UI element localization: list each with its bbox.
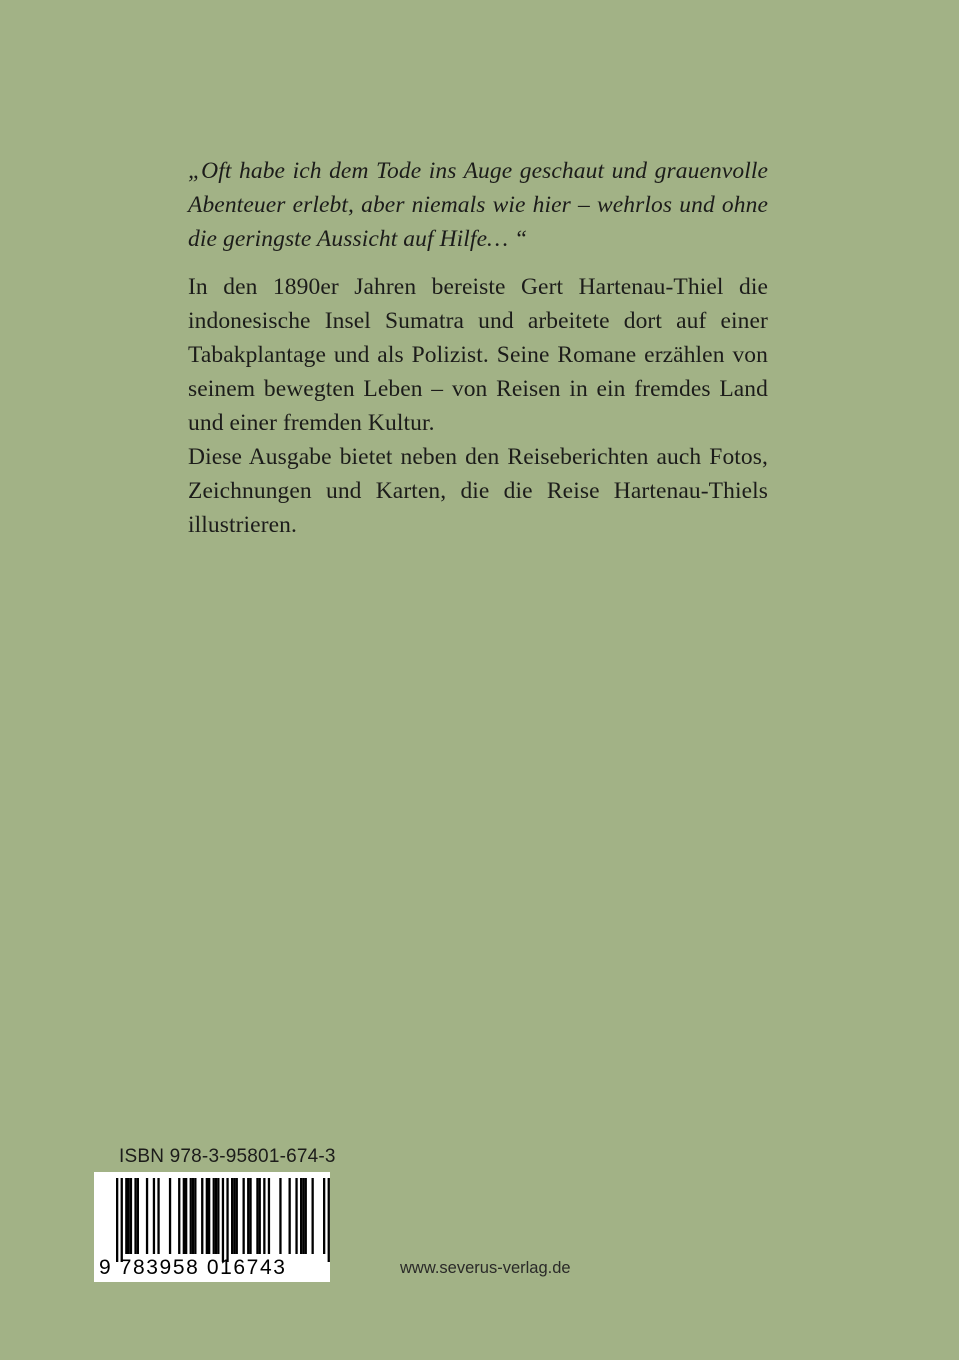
barcode-bar [137,1178,139,1254]
barcode-bar [194,1178,196,1254]
back-cover-text [188,154,768,542]
barcode-bar [116,1178,118,1262]
barcode-bar [125,1178,127,1254]
barcode-bar [208,1178,210,1254]
barcode-bar [146,1178,148,1254]
barcode-bar [222,1178,224,1262]
barcode-bar [263,1178,265,1254]
description-paragraph: In den 1890er Jahren bereiste Gert Hartenau-Thiel die indonesische Insel Sumatra und arbeitete dort auf einer Tabakplantage und als Polizist. Seine Romane erzählen von seinem bewegten Leben – von Reisen in ein fremdes Land und einer fremden Kultur. [188,274,768,436]
barcode-bar [323,1178,325,1254]
barcode-bar [279,1178,281,1254]
barcode-bar [305,1178,307,1254]
barcode-bar [243,1178,245,1254]
isbn-label: ISBN 978-3-95801-674-3 [119,1146,336,1167]
barcode-bar [134,1178,136,1254]
barcode-bar [183,1178,185,1254]
publisher-website: www.severus-verlag.de [400,1259,571,1277]
barcode-bar [190,1178,192,1254]
barcode-bar [215,1178,217,1254]
barcode-bar [153,1178,155,1254]
barcode-bar [249,1178,251,1254]
barcode-bar [206,1178,208,1254]
barcode-bar [268,1178,270,1254]
barcode-bar [295,1178,297,1254]
barcode-digits: 9 783958 016743 [99,1256,287,1279]
quote: „Oft habe ich dem Tode ins Auge geschaut und grauenvolle Abenteuer erlebt, aber niemals wie hier – wehrlos und ohne die geringste Aussicht auf Hilfe… “ [188,158,768,252]
barcode-bar [157,1178,159,1254]
barcode-bar [256,1178,258,1254]
barcode-bar [233,1178,235,1254]
barcode-bar [289,1178,291,1254]
barcode-bar [247,1178,249,1254]
barcode [94,1172,330,1282]
barcode-bar [302,1178,304,1254]
barcode-bar [192,1178,194,1254]
barcode-bar [300,1178,302,1254]
barcode-bar [128,1178,130,1254]
edition-paragraph: Diese Ausgabe bietet neben den Reiseberichten auch Fotos, Zeichnungen und Karten, die die Reise Hartenau-Thiels illustrieren. [188,444,768,538]
barcode-bar [185,1178,187,1254]
barcode-bar [121,1178,123,1262]
barcode-bar [259,1178,261,1254]
barcode-bar [213,1178,215,1254]
barcode-bar [130,1178,132,1254]
barcode-bar [328,1178,330,1262]
barcode-bar [312,1178,314,1254]
barcode-bar [169,1178,171,1254]
barcode-bar [231,1178,233,1254]
barcode-bar [236,1178,238,1254]
barcode-bar [178,1178,180,1254]
barcode-bar [201,1178,203,1254]
barcode-bar [226,1178,228,1262]
barcode-bar [217,1178,219,1254]
